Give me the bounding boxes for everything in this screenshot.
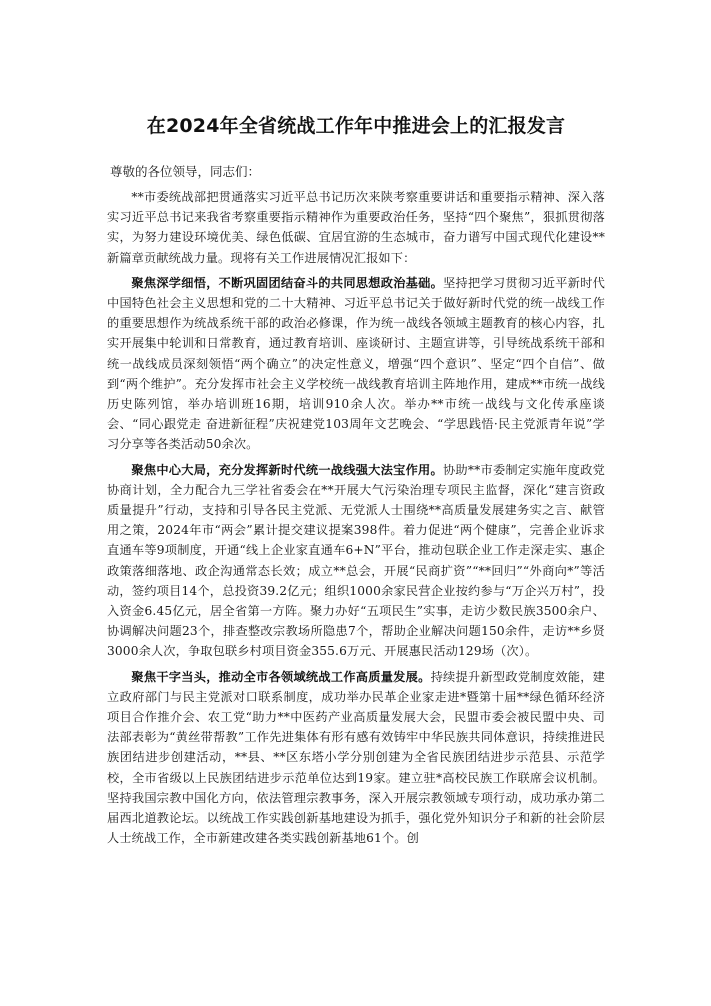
salutation: 尊敬的各位领导，同志们： bbox=[110, 164, 261, 179]
section-paragraph-1 bbox=[107, 273, 605, 455]
section-heading-2: 聚焦中心大局，充分发挥新时代统一战线强大法宝作用。 bbox=[131, 462, 443, 477]
section-heading-1: 聚焦深学细悟，不断巩固团结奋斗的共同思想政治基础。 bbox=[131, 275, 444, 290]
section-body-3: 持续提升新型政党制度效能，建立政府部门与民主党派对口联系制度，成功举办民革企业家走进*暨第十届**绿色循环经济项目合作推介会、农工党“助力**中医药产业高质量发展大会，民盟市委会被民盟中央、司法部表彰为“黄丝带帮教”工作先进集体有形有感有效铸牢中华民族共同体意识，持续推进民族团结进步创建活动，**县、**区东塔小学分别创建为全省民族团结进步示范县、示范学校，全市省级以上民族团结进步示范单位达到19家。建立驻*高校民族工作联席会议机制。坚持我国宗教中国化方向，依法管理宗教事务，深入开展宗教领域专项行动，成功承办第二届西北道教论坛。以统战工作实践创新基地建设为抓手，强化党外知识分子和新的社会阶层人士统战工作，全市新建改建各类实践创新基地61个。创 bbox=[107, 669, 605, 846]
intro-paragraph: **市委统战部把贯通落实习近平总书记历次来陕考察重要讲话和重要指示精神、深入落实习近平总书记来我省考察重要指示精神作为重要政治任务，坚持“四个聚焦”，狠抓贯彻落实，为努力建设环境优美、绿色低碳、宜居宜游的生态城市，奋力谱写中国式现代化建设**新篇章贡献统战力量。现将有关工作进展情况汇报如下： bbox=[107, 190, 605, 265]
section-body-2: 协助**市委制定实施年度政党协商计划，全力配合九三学社省委会在**开展大气污染治理专项民主监督，深化“建言资政质量提升”行动，支持和引导各民主党派、无党派人士围绕**高质量发展建务实之言、献管用之策，2024年市“两会”累计提交建议提案398件。着力促进“两个健康”，完善企业诉求直通车等9项制度，开通“线上企业家直通车6+N”平台，推动包联企业工作走深走实、惠企政策落细落地、政企沟通常态长效；成立**总会，开展“民商扩资”“**回归”“外商向*”等活动，签约项目14个，总投资39.2亿元；组织1000余家民营企业按约参与“万企兴万村”，投入资金6.45亿元，居全省第一方阵。聚力办好“五项民生”实事，走访少数民族3500余户、协调解决问题23个，排查整改宗教场所隐患7个，帮助企业解决问题150余件，走访**乡贤3000余人次，争取包联乡村项目资金355.6万元、开展惠民活动129场（次）。 bbox=[107, 462, 605, 659]
section-body-1: 坚持把学习贯彻习近平新时代中国特色社会主义思想和党的二十大精神、习近平总书记关于做好新时代党的统一战线工作的重要思想作为统战系统干部的政治必修课，作为统一战线各领域主题教育的核心内容，扎实开展集中轮训和日常教育，通过教育培训、座谈研讨、主题宣讲等，引导统战系统干部和统一战线成员深刻领悟“两个确立”的决定性意义，增强“四个意识”、坚定“四个自信”、做到“两个维护”。充分发挥市社会主义学校统一战线教育培训主阵地作用，建成**市统一战线历史陈列馆，举办培训班16期，培训910余人次。举办**市统一战线与文化传承座谈会、“同心跟党走 奋进新征程”庆祝建党103周年文艺晚会、“学思践悟·民主党派青年说”学习分享等各类活动50余次。 bbox=[107, 275, 606, 452]
section-paragraph-3 bbox=[107, 667, 605, 849]
section-heading-3: 聚焦干字当头，推动全市各领域统战工作高质量发展。 bbox=[131, 669, 431, 684]
document-title: 在2024年全省统战工作年中推进会上的汇报发言 bbox=[146, 115, 566, 137]
section-paragraph-2 bbox=[107, 460, 605, 662]
